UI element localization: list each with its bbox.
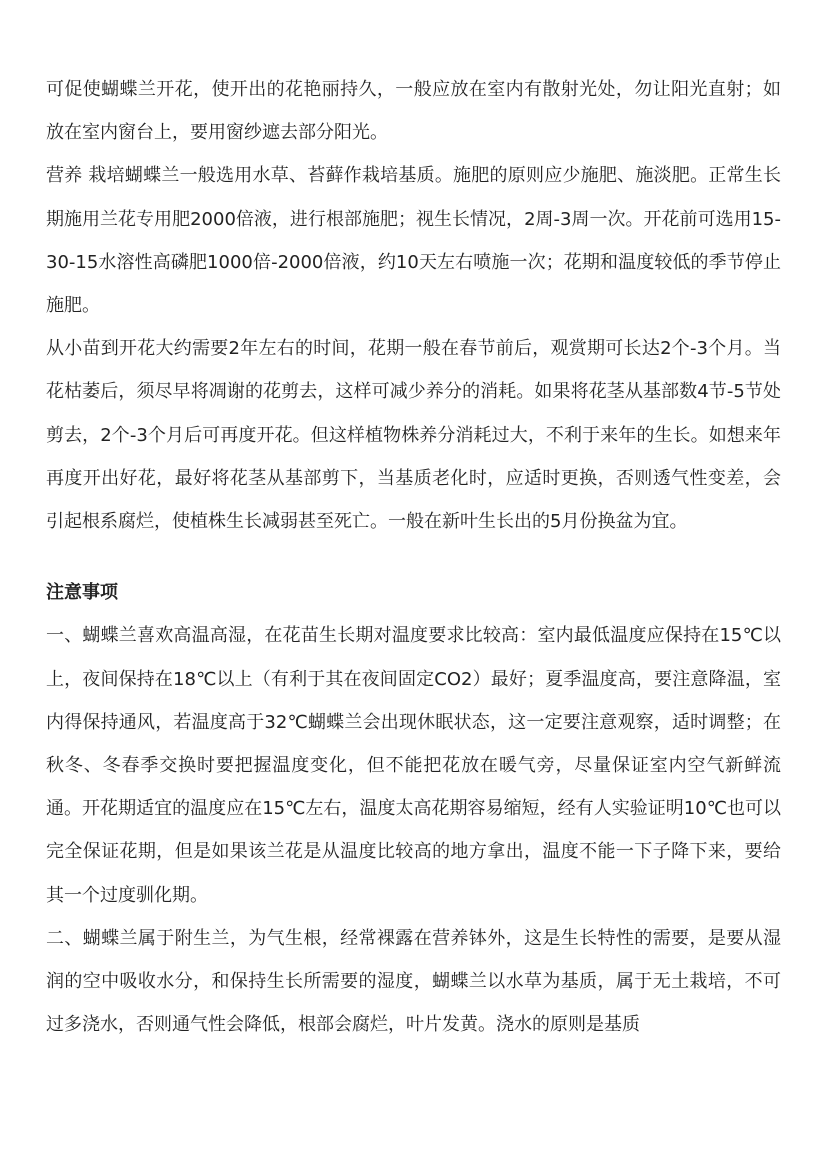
paragraph-light-care: 可促使蝴蝶兰开花，使开出的花艳丽持久，一般应放在室内有散射光处，勿让阳光直射；如放在室内窗台上，要用窗纱遮去部分阳光。 [46,79,781,144]
paragraph-note-watering: 二、蝴蝶兰属于附生兰，为气生根，经常裸露在营养钵外，这是生长特性的需要，是要从湿润的空中吸收水分，和保持生长所需要的湿度，蝴蝶兰以水草为基质，属于无土栽培，不可过多浇水，否则通气性会降低，根部会腐烂，叶片发黄。浇水的原则是基质 [46,927,781,1036]
section-spacer [46,543,781,571]
paragraph-note-temperature: 一、蝴蝶兰喜欢高温高湿，在花苗生长期对温度要求比较高：室内最低温度应保持在15℃以上，夜间保持在18℃以上（有利于其在夜间固定CO2）最好；夏季温度高，要注意降温，室内得保持通风，若温度高于32℃蝴蝶兰会出现休眠状态，这一定要注意观察，适时调整；在秋冬、冬春季交换时要把握温度变化，但不能把花放在暖气旁，尽量保证室内空气新鲜流通。开花期适宜的温度应在15℃左右，温度太高花期容易缩短，经有人实验证明10℃也可以完全保证花期，但是如果该兰花是从温度比较高的地方拿出，温度不能一下子降下来，要给其一个过度驯化期。 [46,625,781,906]
paragraph-nutrition: 营养 栽培蝴蝶兰一般选用水草、苔藓作栽培基质。施肥的原则应少施肥、施淡肥。正常生长期施用兰花专用肥2000倍液，进行根部施肥；视生长情况，2周-3周一次。开花前可选用15-30-15水溶性高磷肥1000倍-2000倍液，约10天左右喷施一次；花期和温度较低的季节停止施肥。 [46,165,781,317]
paragraph-flowering: 从小苗到开花大约需要2年左右的时间，花期一般在春节前后，观赏期可长达2个-3个月。当花枯萎后，须尽早将凋谢的花剪去，这样可减少养分的消耗。如果将花茎从基部数4节-5节处剪去，2个-3个月后可再度开花。但这样植物株养分消耗过大，不利于来年的生长。如想来年再度开出好花，最好将花茎从基部剪下，当基质老化时，应适时更换，否则透气性变差，会引起根系腐烂，使植株生长减弱甚至死亡。一般在新叶生长出的5月份换盆为宜。 [46,338,781,533]
section-heading: 注意事项 [46,582,118,604]
